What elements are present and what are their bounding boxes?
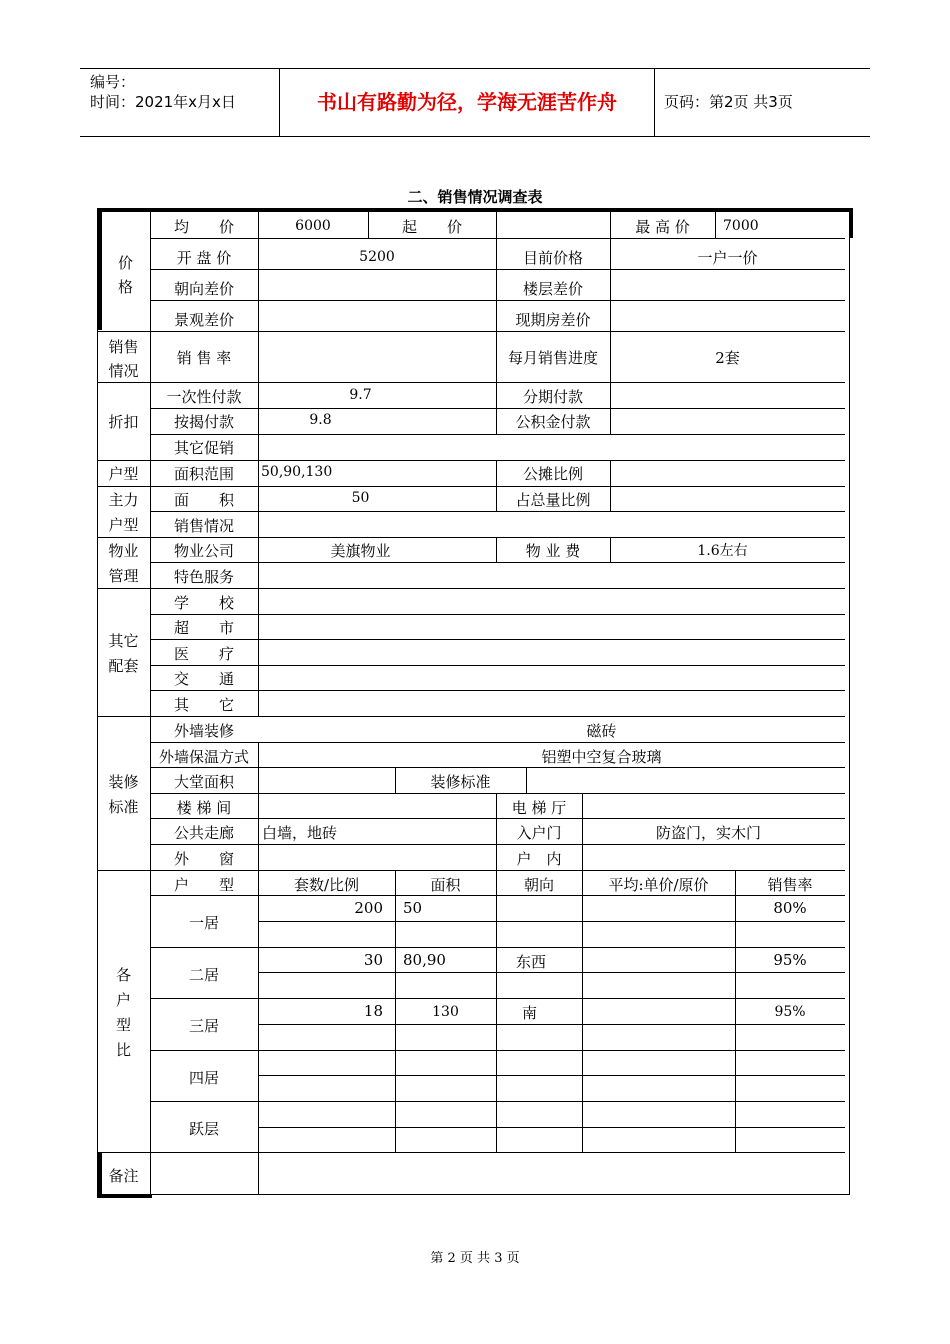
area-range-label: 面积范围	[173, 465, 234, 483]
grid-line	[97, 1152, 845, 1153]
max-price-value: 7000	[723, 218, 759, 234]
insulation-label: 外墙保温方式	[158, 748, 249, 766]
start-price-label: 起 价	[401, 218, 462, 236]
facility-market: 超 市	[173, 619, 234, 637]
floor-diff-label: 楼层差价	[522, 280, 583, 298]
entry-label: 入户门	[516, 824, 562, 842]
section-sales	[97, 335, 150, 383]
section-char: 各	[115, 966, 131, 984]
grid-line	[150, 639, 845, 640]
grid-line	[97, 588, 845, 589]
open-price-value: 5200	[359, 249, 395, 265]
install-pay-label: 分期付款	[522, 388, 583, 406]
section-char: 比	[115, 1041, 131, 1059]
col-header-area: 面积	[430, 876, 461, 894]
table-border-accent	[97, 210, 102, 330]
grid-line	[97, 331, 845, 332]
grid-line	[150, 238, 845, 239]
grid-line	[97, 537, 845, 538]
grid-line	[258, 972, 845, 973]
page-label: 页码：第2页 共3页	[664, 93, 793, 111]
unit-row-rate: 80%	[773, 899, 807, 917]
section-line: 物业	[108, 542, 139, 560]
page-footer: 第 2 页 共 3 页	[430, 1251, 520, 1266]
section-discount: 折扣	[108, 413, 139, 431]
service-label: 特色服务	[173, 568, 234, 586]
grid-line	[610, 382, 611, 434]
unit-row-orient: 东西	[516, 953, 547, 971]
open-price-label: 开 盘 价	[176, 249, 232, 267]
grid-line	[97, 870, 845, 871]
corridor-value: 白墙，地砖	[262, 824, 338, 842]
avg-price-label: 均 价	[173, 218, 234, 236]
avg-price-value: 6000	[295, 218, 331, 234]
grid-line	[150, 269, 845, 270]
current-price-label: 目前价格	[522, 249, 583, 267]
section-unit-type: 户型	[108, 465, 139, 483]
grid-line	[150, 300, 845, 301]
section-units	[97, 963, 150, 1063]
grid-line	[150, 947, 845, 948]
grid-line	[610, 460, 611, 512]
unit-row-name: 跃层	[188, 1120, 219, 1138]
grid-line	[97, 486, 845, 487]
col-header-rate: 销售率	[767, 876, 813, 894]
grid-line	[150, 1101, 845, 1102]
grid-line	[150, 818, 845, 819]
standard-label: 装修标准	[430, 773, 491, 791]
facility-school: 学 校	[173, 594, 234, 612]
stairs-label: 楼 梯 间	[176, 799, 232, 817]
grid-line	[258, 921, 845, 922]
monthly-progress-label: 每月销售进度	[507, 349, 598, 367]
grid-line	[97, 382, 845, 383]
col-header-orient: 朝向	[523, 876, 554, 894]
unit-row-rate: 95%	[773, 951, 807, 969]
orient-diff-label: 朝向差价	[173, 280, 234, 298]
remarks-label: 备注	[108, 1167, 139, 1185]
section-main-unit	[97, 488, 150, 538]
section-line: 户型	[108, 516, 139, 534]
col-header-price: 平均:单价/原价	[608, 876, 709, 894]
facility-other: 其 它	[173, 696, 234, 714]
grid-line	[150, 844, 845, 845]
unit-row-name: 三居	[188, 1017, 219, 1035]
wall-label: 外墙装修	[173, 722, 234, 740]
section-property	[97, 539, 150, 589]
total-ratio-label: 占总量比例	[515, 491, 591, 509]
sales-rate-label: 销 售 率	[176, 349, 232, 367]
unit-row-name: 四居	[188, 1069, 219, 1087]
section-line: 管理	[108, 567, 139, 585]
section-char: 型	[115, 1016, 131, 1034]
grid-line	[150, 511, 845, 512]
main-sales-label: 销售情况	[173, 517, 234, 535]
section-line: 主力	[108, 491, 139, 509]
unit-row-name: 二居	[188, 966, 219, 984]
mortgage-pay-label: 按揭付款	[173, 413, 234, 431]
col-header-type: 户 型	[173, 876, 234, 894]
fee-value: 1.6左右	[697, 543, 748, 559]
grid-line	[715, 210, 716, 238]
wall-value: 磁砖	[586, 722, 617, 740]
unit-row-area: 50	[403, 899, 423, 917]
once-pay-label: 一次性付款	[166, 388, 242, 406]
section-price	[103, 251, 148, 299]
insulation-value: 铝塑中空复合玻璃	[541, 748, 662, 766]
view-diff-label: 景观差价	[173, 311, 234, 329]
section-line: 装修	[108, 773, 139, 791]
main-area-value: 50	[351, 490, 370, 506]
section-char: 格	[117, 278, 133, 296]
header-meta	[80, 69, 280, 136]
facility-transport: 交 通	[173, 670, 234, 688]
grid-line	[258, 1075, 845, 1076]
section-line: 其它	[108, 632, 139, 650]
grid-line	[150, 614, 845, 615]
grid-line	[150, 767, 845, 768]
section-char: 户	[115, 991, 131, 1009]
fee-label: 物 业 费	[525, 542, 581, 560]
section-line: 销售	[108, 338, 139, 356]
section-line: 标准	[108, 798, 139, 816]
share-ratio-label: 公摊比例	[522, 465, 583, 483]
grid-line	[150, 562, 845, 563]
once-pay-value: 9.7	[349, 387, 372, 403]
page-header	[80, 68, 870, 137]
unit-row-name: 一居	[188, 914, 219, 932]
unit-row-area: 130	[432, 1004, 459, 1020]
monthly-progress-value: 2套	[715, 349, 740, 367]
area-range-value: 50,90,130	[261, 464, 333, 480]
indoor-label: 户 内	[516, 850, 562, 868]
number-label: 编号：	[90, 73, 136, 91]
grid-line	[97, 460, 845, 461]
table-border-accent	[849, 208, 853, 238]
section-char: 价	[117, 254, 133, 272]
main-area-label: 面 积	[173, 491, 234, 509]
unit-row-orient: 南	[522, 1004, 538, 1022]
unit-row-count: 30	[363, 951, 383, 969]
company-label: 物业公司	[173, 542, 234, 560]
grid-line	[97, 716, 845, 717]
grid-line	[150, 434, 845, 435]
section-decoration	[97, 770, 150, 820]
table-border-accent	[97, 1194, 152, 1198]
unit-row-area: 80,90	[403, 951, 446, 969]
unit-row-count: 18	[363, 1002, 383, 1020]
col-header-count: 套数/比例	[293, 876, 360, 894]
grid-line	[150, 998, 845, 999]
grid-line	[150, 408, 845, 409]
other-promo-label: 其它促销	[173, 439, 234, 457]
window-label: 外 窗	[173, 850, 234, 868]
grid-line	[582, 870, 583, 1153]
mortgage-pay-value: 9.8	[309, 412, 332, 428]
grid-line	[258, 210, 259, 717]
max-price-label: 最 高 价	[635, 218, 690, 236]
section-facilities	[97, 629, 150, 679]
slogan: 书山有路勤为径，学海无涯苦作舟	[280, 69, 655, 136]
lobby-label: 大堂面积	[173, 773, 234, 791]
section-line: 配套	[108, 657, 139, 675]
grid-line	[258, 1024, 845, 1025]
grid-line	[150, 1050, 845, 1051]
time-label: 时间：2021年x月x日	[90, 93, 236, 111]
company-value: 美旗物业	[330, 542, 391, 560]
grid-line	[496, 870, 497, 1153]
corridor-label: 公共走廊	[173, 824, 234, 842]
grid-line	[150, 742, 845, 743]
section-line: 情况	[108, 362, 139, 380]
unit-row-count: 200	[354, 899, 383, 917]
fund-pay-label: 公积金付款	[515, 413, 591, 431]
grid-line	[150, 793, 845, 794]
current-price-value: 一户一价	[697, 249, 758, 267]
grid-line	[258, 1127, 845, 1128]
entry-value: 防盗门，实木门	[655, 824, 761, 842]
grid-line	[150, 690, 845, 691]
ready-diff-label: 现期房差价	[515, 311, 591, 329]
table-border-accent	[97, 208, 850, 212]
grid-line	[150, 895, 845, 896]
unit-row-rate: 95%	[774, 1004, 806, 1020]
elevator-label: 电 梯 厅	[511, 799, 567, 817]
grid-line	[526, 767, 527, 793]
page-title: 二、销售情况调查表	[407, 188, 543, 206]
facility-medical: 医 疗	[173, 645, 234, 663]
grid-line	[150, 665, 845, 666]
